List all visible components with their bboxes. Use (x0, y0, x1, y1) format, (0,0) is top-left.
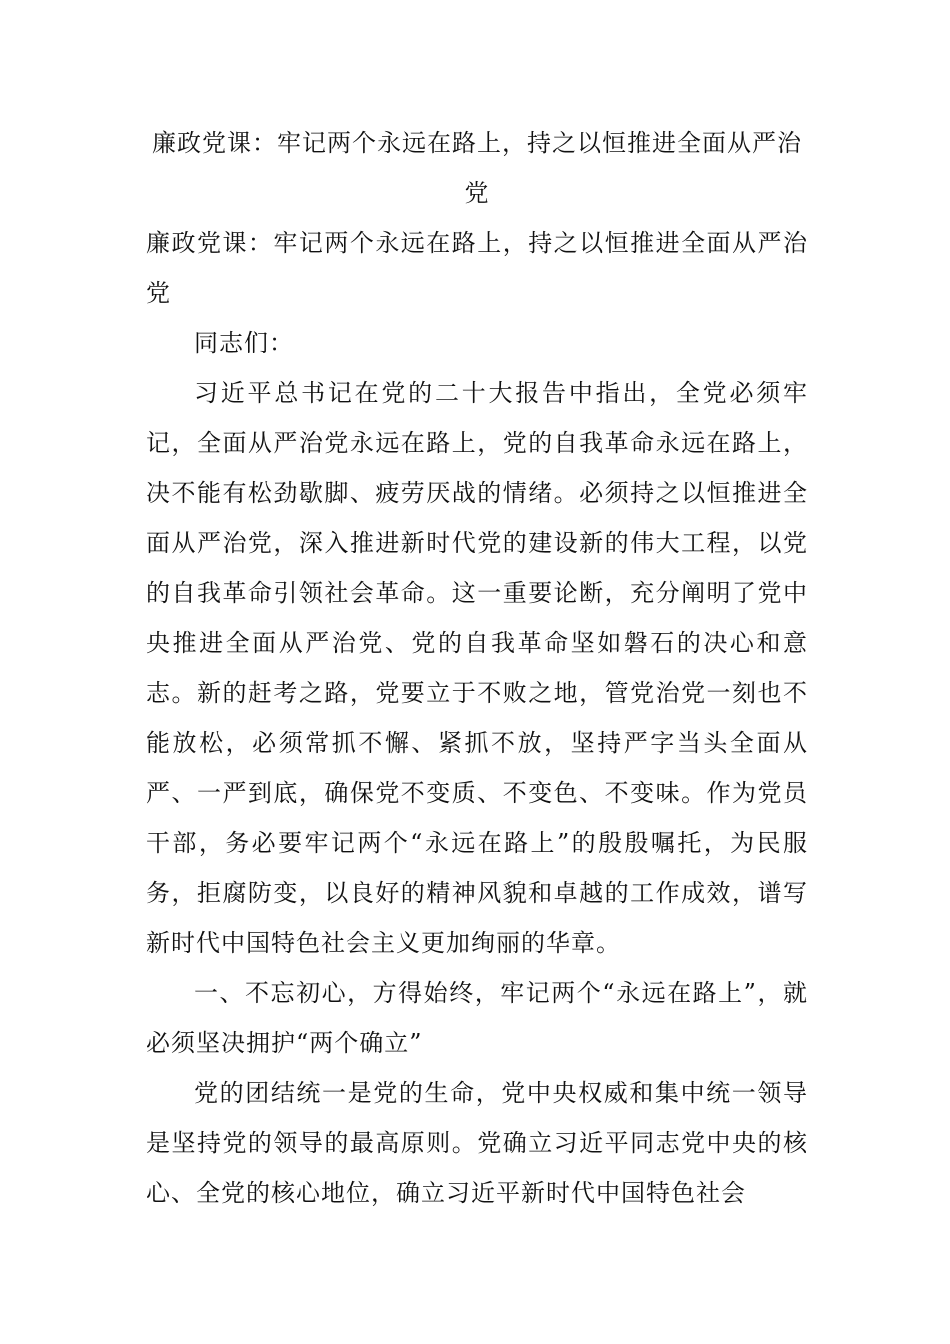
paragraph-intro: 习近平总书记在党的二十大报告中指出，全党必须牢记，全面从严治党永远在路上，党的自我革命永远在路上，决不能有松劲歇脚、疲劳厌战的情绪。必须持之以恒推进全面从严治党，深入推进新时代党的建设新的伟大工程，以党的自我革命引领社会革命。这一重要论断，充分阐明了党中央推进全面从严治党、党的自我革命坚如磐石的决心和意志。新的赶考之路，党要立于不败之地，管党治党一刻也不能放松，必须常抓不懈、紧抓不放，坚持严字当头全面从严、一严到底，确保党不变质、不变色、不变味。作为党员干部，务必要牢记两个“永远在路上”的殷殷嘱托，为民服务，拒腐防变，以良好的精神风貌和卓越的工作成效，谱写新时代中国特色社会主义更加绚丽的华章。 (146, 379, 808, 957)
paragraph-section-1: 党的团结统一是党的生命，党中央权威和集中统一领导是坚持党的领导的最高原则。党确立习近平同志党中央的核心、全党的核心地位，确立习近平新时代中国特色社会 (146, 1079, 808, 1207)
document-title: 廉政党课：牢记两个永远在路上，持之以恒推进全面从严治党 (152, 129, 802, 207)
document-page (146, 118, 808, 1218)
section-heading-1: 一、不忘初心，方得始终，牢记两个“永远在路上”，就必须坚决拥护“两个确立” (146, 979, 808, 1057)
greeting: 同志们： (194, 329, 294, 357)
document-subtitle: 廉政党课：牢记两个永远在路上，持之以恒推进全面从严治党 (146, 229, 808, 307)
